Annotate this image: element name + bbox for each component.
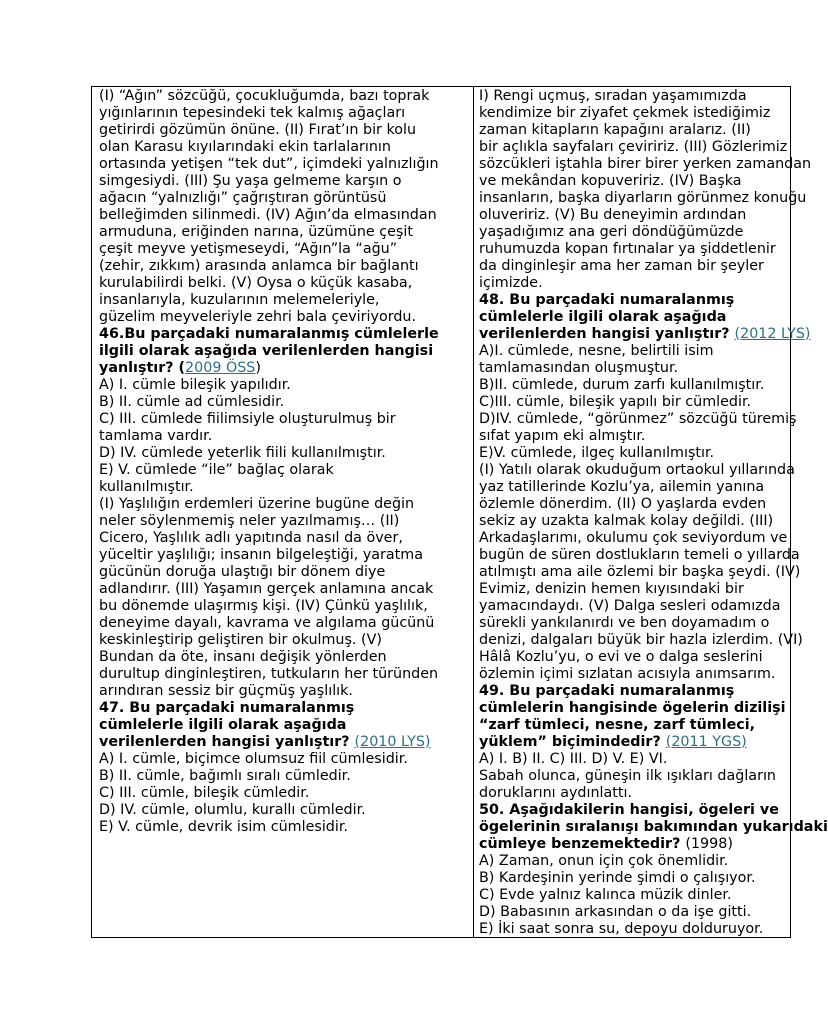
question-stem-line: 50. Aşağıdakilerin hangisi, ögeleri ve — [479, 802, 779, 818]
text-line: insanların, başka diyarların görünmez konuğu — [479, 190, 807, 206]
passage-48 — [479, 88, 812, 292]
passage-46 — [99, 88, 469, 326]
source-link-2012-lys[interactable]: (2012 LYS) — [734, 326, 811, 342]
text-line: I) Rengi uçmuş, sıradan yaşamımızda — [479, 88, 747, 104]
text-line: güzelim meyveleriyle zehri bala çeviriyordu. — [99, 309, 417, 325]
text-line: adlandırır. (III) Yaşamın gerçek anlamına ancak — [99, 581, 434, 597]
text-line: da dinginleşir ama her zaman bir şeyler — [479, 258, 764, 274]
text-line: olan Karasu kıyılarındaki ekin tarlalarının — [99, 139, 391, 155]
source-link-2010-lys[interactable]: (2010 LYS) — [354, 734, 431, 750]
text-line: insanlarıyla, kuzularının melemeleriyle, — [99, 292, 380, 308]
answer-option: A) Zaman, onun için çok önemlidir. — [479, 853, 729, 869]
text-line: (I) “Ağın” sözcüğü, çocukluğumda, bazı toprak — [99, 88, 430, 104]
answer-option: D) IV. cümlede yeterlik fiili kullanılmıştır. — [99, 445, 386, 461]
question-stem-line: “zarf tümleci, nesne, zarf tümleci, — [479, 717, 756, 733]
answer-option: A) I. cümle, biçimce olumsuz fiil cümlesidir. — [99, 751, 408, 767]
text-line: deneyime dayalı, kavrama ve algılama gücünü — [99, 615, 435, 631]
question-stem-text: yanlıştır? ( — [99, 360, 186, 376]
source-link-2009-oss[interactable]: 2009 ÖSS — [185, 360, 256, 376]
text-line: zaman kitapların kapağını aralarız. (II) — [479, 122, 751, 138]
question-49 — [479, 683, 790, 802]
text-line: yaşadığımız ana geri döndüğümüzde — [479, 224, 744, 240]
question-stem-line: cümlelerle ilgili olarak aşağıda — [479, 309, 727, 325]
question-stem-text: cümleye benzemektedir? — [479, 836, 686, 852]
text-line: Evimiz, denizin hemen kıyısındaki bir — [479, 581, 744, 597]
question-stem-line: ilgili olarak aşağıda verilenlerden hangisi — [99, 343, 434, 359]
example-sentence-line: Sabah olunca, güneşin ilk ışıkları dağların — [479, 768, 776, 784]
answer-option: B) II. cümle ad cümlesidir. — [99, 394, 285, 410]
text-line: ağacın “yalnızlığı” çağrıştıran görüntüsü — [99, 190, 387, 206]
answer-option: C) III. cümle, bileşik cümledir. — [99, 785, 310, 801]
text-line: kurulabilirdi belki. (V) Oysa o küçük kasaba, — [99, 275, 413, 291]
question-stem-line — [479, 734, 790, 751]
text-line: (I) Yaşlılığın erdemleri üzerine bugüne değin — [99, 496, 415, 512]
text-line: Arkadaşlarımı, okulumu çok seviyordum ve — [479, 530, 788, 546]
question-stem-text: verilenlerden hangisi yanlıştır? — [99, 734, 355, 750]
text-line: durultup dinginleştiren, tutkuların her türünden — [99, 666, 439, 682]
text-line: oluveririz. (V) Bu deneyimin ardından — [479, 207, 747, 223]
text-line: sekiz ay uzakta kalmak kolay değildi. (III) — [479, 513, 774, 529]
text-line: çeşit meyve yetişmeseydi, “Ağın”la “ağu” — [99, 241, 398, 257]
text-line: (I) Yatılı olarak okuduğum ortaokul yıllarında — [479, 462, 795, 478]
left-column — [92, 87, 474, 937]
text-line: ruhumuzda kopan fırtınalar ya şiddetlenir — [479, 241, 776, 257]
text-line: armuduna, eriğinden narına, üzümüne çeşit — [99, 224, 413, 240]
question-stem-line — [99, 360, 469, 377]
question-stem-line — [479, 326, 811, 343]
text-line: Hâlâ Kozlu’yu, o evi ve o dalga seslerini — [479, 649, 763, 665]
answer-option: A) I. B) II. C) III. D) V. E) VI. — [479, 751, 668, 767]
answer-option: sıfat yapım eki almıştır. — [479, 428, 646, 444]
answer-option: E) İki saat sonra su, depoyu dolduruyor. — [479, 921, 764, 937]
answer-option: A)I. cümlede, nesne, belirtili isim — [479, 343, 714, 359]
text-line: keskinleştirip geliştiren bir okulmuş. (V) — [99, 632, 382, 648]
text-line: yaz tatillerinde Kozlu’ya, ailemin yanına — [479, 479, 765, 495]
text-line: içimizde. — [479, 275, 543, 291]
source-close-paren: ) — [255, 360, 261, 376]
text-line: simgesiydi. (III) Şu yaşa gelmeme karşın o — [99, 173, 402, 189]
question-48 — [479, 292, 811, 462]
source-year: (1998) — [685, 836, 733, 852]
question-stem-text: verilenlerden hangisi yanlıştır? — [479, 326, 735, 342]
question-stem-line: 47. Bu parçadaki numaralanmış — [99, 700, 355, 716]
answer-option: E) V. cümle, devrik isim cümlesidir. — [99, 819, 348, 835]
text-line: bu dönemde ulaşırmış kişi. (IV) Çünkü yaşlılık, — [99, 598, 428, 614]
question-stem-line: cümlelerin hangisinde ögelerin dizilişi — [479, 700, 786, 716]
text-line: bir açlıkla sayfaları çeviririz. (III) Gözlerimiz — [479, 139, 788, 155]
answer-option: A) I. cümle bileşik yapılıdır. — [99, 377, 291, 393]
text-line: ve mekândan kopuveririz. (IV) Başka — [479, 173, 742, 189]
text-line: yüceltir yaşlılığı; insanın bilgeleştiği, yaratma — [99, 547, 423, 563]
answer-option: D)IV. cümlede, “görünmez” sözcüğü türemiş — [479, 411, 797, 427]
text-line: getirirdi gözümün önüne. (II) Fırat’ın bir kolu — [99, 122, 417, 138]
answer-option: kullanılmıştır. — [99, 479, 194, 495]
text-line: Bundan da öte, insanı değişik yönlerden — [99, 649, 387, 665]
text-line: belleğimden silinmedi. (IV) Ağın’da elmasından — [99, 207, 437, 223]
text-line: özlemle dönerdim. (II) O yaşlarda evden — [479, 496, 767, 512]
answer-option: B) II. cümle, bağımlı sıralı cümledir. — [99, 768, 351, 784]
answer-option: D) IV. cümle, olumlu, kurallı cümledir. — [99, 802, 366, 818]
answer-option: E)V. cümlede, ilgeç kullanılmıştır. — [479, 445, 715, 461]
question-stem-text: yüklem” biçimindedir? — [479, 734, 666, 750]
answer-option: E) V. cümlede “ile” bağlaç olarak — [99, 462, 334, 478]
right-column — [474, 87, 828, 937]
question-stem-line: ögelerinin sıralanışı bakımından yukarıdaki — [479, 819, 828, 835]
text-line: kendimize bir ziyafet çekmek istediğimiz — [479, 105, 771, 121]
question-stem-line — [479, 836, 790, 853]
question-stem-line — [99, 734, 469, 751]
text-line: arındıran sessiz bir güçmüş yaşlılık. — [99, 683, 353, 699]
answer-option: tamlama vardır. — [99, 428, 213, 444]
question-46 — [99, 326, 469, 496]
answer-option: C)III. cümle, bileşik yapılı bir cümledir. — [479, 394, 752, 410]
example-sentence-line: doruklarını aydınlattı. — [479, 785, 632, 801]
answer-option: tamlamasından oluşmuştur. — [479, 360, 679, 376]
text-line: gücünün doruğa ulaştığı bir dönem diye — [99, 564, 386, 580]
question-50 — [479, 802, 828, 938]
text-line: Cicero, Yaşlılık adlı yapıtında nasıl da över, — [99, 530, 403, 546]
question-stem-line: 49. Bu parçadaki numaralanmış — [479, 683, 735, 699]
answer-option: B)II. cümlede, durum zarfı kullanılmıştır. — [479, 377, 765, 393]
text-line: bugün de süren dostlukların temeli o yıllarda — [479, 547, 800, 563]
question-stem-line: cümlelerle ilgili olarak aşağıda — [99, 717, 347, 733]
answer-option: C) III. cümlede fiilimsiyle oluşturulmuş bir — [99, 411, 396, 427]
answer-option: C) Evde yalnız kalınca müzik dinler. — [479, 887, 732, 903]
text-line: (zehir, zıkkım) arasında anlamca bir bağlantı — [99, 258, 419, 274]
text-line: denizi, dalgaları büyük bir hazla izlerdim. (VI) — [479, 632, 803, 648]
text-line: ortasında yetişen “tek dut”, içimdeki yalnızlığın — [99, 156, 439, 172]
question-table — [91, 86, 828, 938]
text-line: özlemin içimi sızlatan acısıyla anımsarım. — [479, 666, 776, 682]
text-line: sözcükleri iştahla birer birer yerken zamandan — [479, 156, 812, 172]
text-line: yığınlarının tepesindeki tek kalmış ağaçları — [99, 105, 406, 121]
question-47 — [99, 700, 469, 836]
question-stem-line: 48. Bu parçadaki numaralanmış — [479, 292, 735, 308]
passage-49 — [479, 462, 803, 683]
text-line: sürekli yankılanırdı ve ben doyamadım o — [479, 615, 770, 631]
text-line: atılmıştı ama aile özlemi bir başka şeydi. (IV) — [479, 564, 801, 580]
answer-option: D) Babasının arkasından o da işe gitti. — [479, 904, 752, 920]
passage-47 — [99, 496, 469, 700]
question-stem-line: 46.Bu parçadaki numaralanmış cümlelerle — [99, 326, 439, 342]
source-link-2011-ygs[interactable]: (2011 YGS) — [665, 734, 747, 750]
text-line: yamacındaydı. (V) Dalga sesleri odamızda — [479, 598, 781, 614]
answer-option: B) Kardeşinin yerinde şimdi o çalışıyor. — [479, 870, 756, 886]
text-line: neler söylenmemiş neler yazılmamış… (II) — [99, 513, 400, 529]
